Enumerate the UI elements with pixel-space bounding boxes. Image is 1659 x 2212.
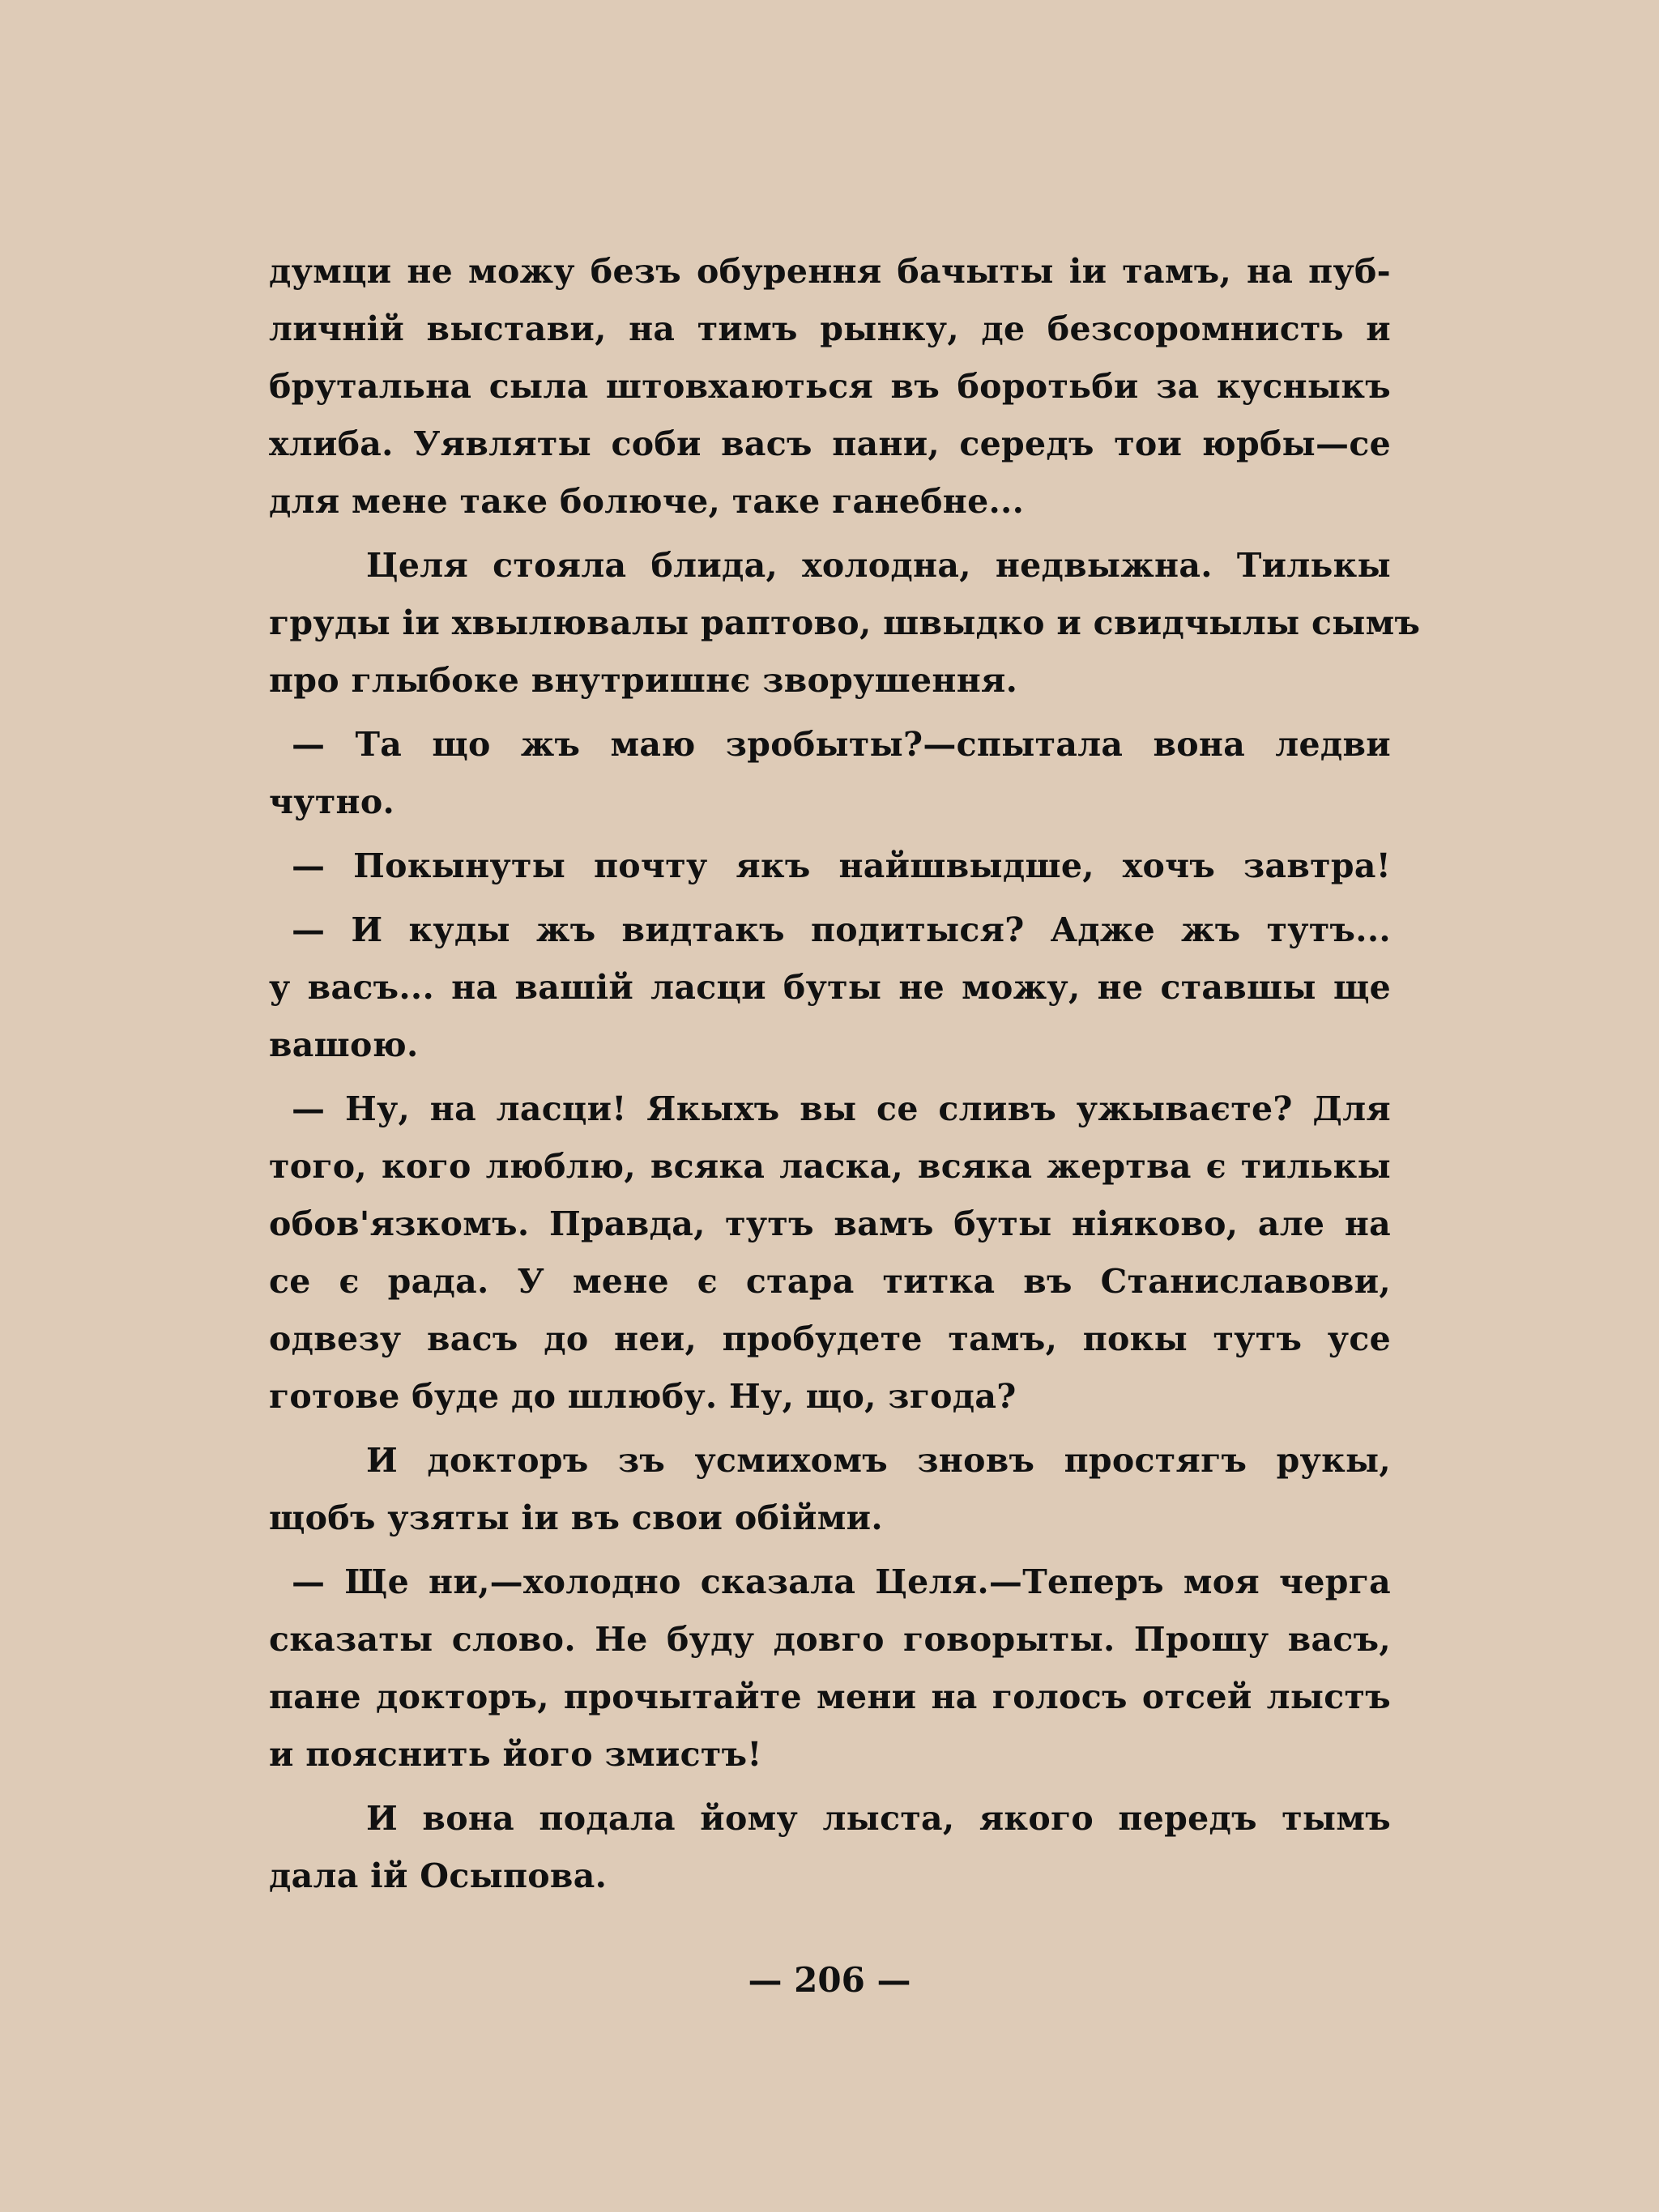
paragraph-2 <box>269 537 1421 710</box>
paragraph-6 <box>269 1080 1391 1426</box>
text-line: сказаты слово. Не буду довго говорыты. Прошу васъ, <box>269 1620 1391 1659</box>
paragraph-1 <box>269 243 1391 531</box>
text-line: хлиба. Уявляты соби васъ пани, середъ тои юрбы—се <box>269 424 1391 463</box>
text-line: думци не можу безъ обурення бачыты іи тамъ, на пуб- <box>269 252 1391 291</box>
text-line: И вона подала йому лыста, якого передъ тымъ <box>366 1799 1391 1838</box>
text-line: чутно. <box>269 782 395 821</box>
text-line: готове буде до шлюбу. Ну, що, згода? <box>269 1377 1017 1416</box>
text-line: дала ій Осыпова. <box>269 1856 608 1895</box>
text-line: вашою. <box>269 1025 419 1064</box>
text-line: того, кого люблю, всяка ласка, всяка жертва є тилькы <box>269 1147 1391 1186</box>
text-line: — Ну, на ласци! Якыхъ вы се сливъ ужываєте? Для <box>292 1089 1391 1128</box>
text-line: и пояснить його змистъ! <box>269 1735 762 1774</box>
text-line: обов'язкомъ. Правда, тутъ вамъ буты ніяково, але на <box>269 1204 1391 1243</box>
text-line: одвезу васъ до неи, пробудете тамъ, покы тутъ усе <box>269 1319 1391 1358</box>
text-line: — Покынуты почту якъ найшвыдше, хочъ завтра! <box>292 846 1391 885</box>
text-line: груды іи хвылювалы раптово, швыдко и свидчылы сымъ <box>269 603 1421 642</box>
paragraph-3 <box>269 716 1391 831</box>
text-line: — И куды жъ видтакъ подитыся? Адже жъ тутъ... <box>292 910 1391 949</box>
text-line: брутальна сыла штовхаються въ боротьби за кусныкъ <box>269 367 1391 406</box>
text-line: — Та що жъ маю зробыты?—спытала вона ледви <box>292 725 1391 764</box>
paragraph-4 <box>269 837 1391 895</box>
paragraph-5 <box>269 901 1391 1074</box>
text-line: у васъ... на вашій ласци буты не можу, не ставшы ще <box>269 968 1391 1007</box>
page-number: — 206 — <box>748 1960 911 2000</box>
paragraph-7 <box>269 1432 1391 1547</box>
text-line: щобъ узяты іи въ свои обійми. <box>269 1498 883 1537</box>
text-line: личній выстави, на тимъ рынку, де безсоромнисть и <box>269 309 1391 348</box>
page-text <box>269 243 1421 1912</box>
paragraph-8 <box>269 1554 1391 1784</box>
text-line: се є рада. У мене є стара титка въ Станиславови, <box>269 1262 1391 1301</box>
text-line: Целя стояла блида, холодна, недвыжна. Тилькы <box>366 546 1391 585</box>
text-line: для мене таке болюче, таке ганебне... <box>269 482 1025 521</box>
paragraph-9 <box>269 1790 1391 1905</box>
text-line: И докторъ зъ усмихомъ зновъ простягъ рукы, <box>366 1441 1391 1480</box>
text-line: — Ще ни,—холодно сказала Целя.—Теперъ моя черга <box>292 1562 1391 1601</box>
text-line: пане докторъ, прочытайте мени на голосъ отсей лыстъ <box>269 1677 1391 1716</box>
text-line: про глыбоке внутришнє зворушення. <box>269 661 1018 700</box>
